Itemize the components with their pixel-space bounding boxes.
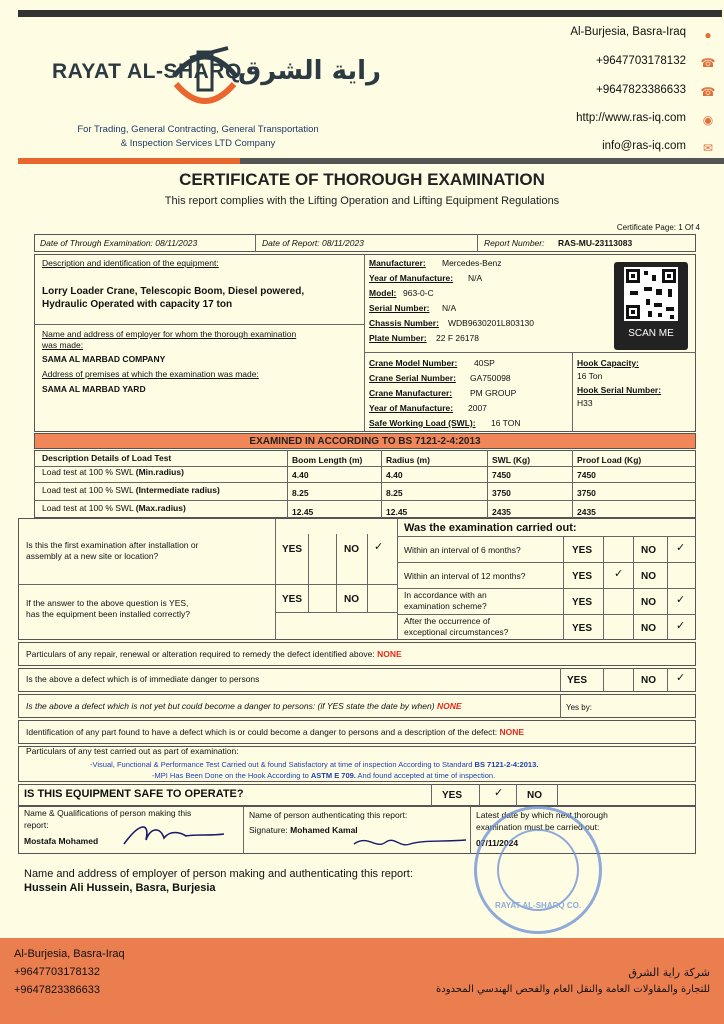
certificate-subtitle: This report complies with the Lifting Operation and Lifting Equipment Regulations — [164, 195, 560, 207]
report-number: RAS-MU-23113083 — [558, 238, 633, 248]
identification-label: Identification of any part found to have a defect which is or could become a danger to persons and a description of the defect: NONE — [26, 727, 525, 737]
interval-12-yes: YES — [572, 571, 593, 582]
tagline-line-2: & Inspection Services LTD Company — [120, 138, 276, 149]
maker-name: Mostafa Mohamed — [24, 836, 99, 846]
qr-pattern-icon — [624, 267, 678, 321]
globe-icon: ◉ — [702, 113, 714, 127]
phone-icon: ☎ — [700, 85, 716, 99]
installed-no: NO — [344, 594, 359, 605]
exam-date: Date of Through Examination: 08/11/2023 — [40, 238, 198, 248]
qr-code-icon[interactable] — [624, 267, 678, 321]
crane-serial-label: Crane Serial Number: — [369, 373, 456, 383]
tagline — [42, 123, 354, 151]
immediate-label: Is the above a defect which is of immediate danger to persons — [26, 674, 260, 684]
desc-label: Description and identification of the equipment: — [42, 258, 219, 268]
crane-year-label: Year of Manufacture: — [369, 403, 454, 413]
phone-icon: ☎ — [700, 56, 716, 70]
stamp-inner-ring — [497, 829, 579, 911]
row-2-desc: Load test at 100 % SWL (Intermediate radius) — [42, 485, 220, 495]
test-line-2: -MPI Has Been Done on the Hook According to ASTM E 709. And found accepted at time of inspection. — [152, 771, 496, 780]
row-3-radius: 12.45 — [386, 507, 408, 517]
auth-label: Name of person authenticating this report: — [249, 810, 408, 820]
premises-label: Address of premises at which the examination was made: — [42, 369, 259, 379]
exceptional-label-1: After the occurrence of — [404, 616, 490, 626]
qr-code-panel[interactable] — [614, 262, 688, 350]
chassis-value: WDB9630201L803130 — [448, 318, 535, 328]
next-exam-label-1: Latest date by which next thorough — [476, 810, 608, 820]
first-exam-no: NO — [344, 544, 359, 555]
employer-label-1: Name and address of employer for whom the thorough examination — [42, 329, 297, 339]
interval-6-label: Within an interval of 6 months? — [404, 545, 521, 555]
report-date: Date of Report: 08/11/2023 — [262, 238, 364, 248]
employer-label-2: was made: — [42, 340, 84, 350]
crane-model-label: Crane Model Number: — [369, 358, 458, 368]
exceptional-check-icon: ✓ — [676, 620, 686, 632]
interval-6-yes: YES — [572, 545, 593, 556]
desc-line-2: Hydraulic Operated with capacity 17 ton — [42, 299, 233, 310]
manufacturer-value: Mercedes-Benz — [442, 258, 502, 268]
footer-phone-1: +9647703178132 — [14, 966, 100, 978]
row-2-proof: 3750 — [577, 488, 596, 498]
first-exam-check-icon: ✓ — [374, 541, 384, 553]
tests-label: Particulars of any test carried out as part of examination: — [26, 746, 239, 756]
col-header-desc: Description Details of Load Test — [42, 453, 172, 463]
header-phone-2: +9647823386633 — [596, 84, 686, 96]
row-3-boom: 12.45 — [292, 507, 314, 517]
report-number-label: Report Number: — [484, 238, 545, 248]
row-3-desc: Load test at 100 % SWL (Max.radius) — [42, 503, 186, 513]
dark-bar — [240, 158, 724, 164]
col-header-swl: SWL (Kg) — [492, 455, 531, 465]
scheme-label-1: In accordance with an — [404, 590, 487, 600]
col-header-boom: Boom Length (m) — [292, 455, 363, 465]
header-phone-1: +9647703178132 — [596, 55, 686, 67]
year-value: N/A — [468, 273, 483, 283]
stamp-text: RAYAT AL-SHARQ CO. — [494, 901, 582, 910]
scan-me-label: SCAN ME — [628, 328, 674, 339]
logo-arabic: راية الشرق — [238, 56, 382, 86]
mail-icon: ✉ — [702, 141, 714, 155]
col-header-radius: Radius (m) — [386, 455, 430, 465]
accent-bar — [18, 158, 240, 164]
exceptional-label-2: exceptional circumstances? — [404, 627, 509, 637]
footer-address: Al-Burjesia, Basra-Iraq — [14, 948, 125, 960]
employer-name: SAMA AL MARBAD COMPANY — [42, 354, 166, 364]
crane-serial-value: GA750098 — [470, 373, 511, 383]
company-stamp — [474, 806, 602, 934]
top-bar — [18, 10, 722, 17]
immediate-no: NO — [641, 675, 656, 686]
yes-by-label: Yes by: — [566, 703, 592, 712]
col-header-proof: Proof Load (Kg) — [577, 455, 642, 465]
serial-label: Serial Number: — [369, 303, 430, 313]
serial-value: N/A — [442, 303, 457, 313]
model-value: 963-0-C — [403, 288, 434, 298]
scheme-yes: YES — [572, 597, 593, 608]
test-line-1: -Visual, Functional & Performance Test Carried out & found Satisfactory at time of inspection According to Standard BS 7121-2-4:2013. — [90, 760, 539, 769]
interval-12-label: Within an interval of 12 months? — [404, 571, 526, 581]
plate-value: 22 F 26178 — [436, 333, 480, 343]
hook-serial-label: Hook Serial Number: — [577, 385, 662, 395]
future-danger-label: Is the above a defect which is not yet but could become a danger to persons: (if YES state the date by when) NONE — [26, 701, 462, 711]
exceptional-yes: YES — [572, 623, 593, 634]
employer-report-value: Hussein Ali Hussein, Basra, Burjesia — [24, 882, 216, 894]
safe-no: NO — [527, 790, 542, 801]
row-3-swl: 2435 — [492, 507, 511, 517]
immediate-check-icon: ✓ — [676, 672, 686, 684]
crane-year-value: 2007 — [468, 403, 487, 413]
row-1-proof: 7450 — [577, 470, 596, 480]
year-label: Year of Manufacture: — [369, 273, 454, 283]
row-2-swl: 3750 — [492, 488, 511, 498]
row-3-proof: 2435 — [577, 507, 596, 517]
footer-arabic-company: شركة راية الشرق — [628, 966, 710, 979]
maker-label-2: report: — [24, 820, 49, 830]
row-2-radius: 8.25 — [386, 488, 403, 498]
interval-6-check-icon: ✓ — [676, 542, 686, 554]
scheme-no: NO — [641, 597, 656, 608]
maker-signature-icon — [120, 818, 230, 852]
installed-q2: has the equipment been installed correctly? — [26, 609, 190, 619]
first-exam-yes: YES — [282, 544, 303, 555]
hook-capacity-value: 16 Ton — [577, 371, 603, 381]
model-label: Model: — [369, 288, 397, 298]
hook-serial-value: H33 — [577, 398, 593, 408]
footer — [0, 938, 724, 1024]
crane-model-value: 40SP — [474, 358, 495, 368]
header-address: Al-Burjesia, Basra-Iraq — [570, 26, 686, 38]
safe-check-icon: ✓ — [494, 787, 504, 799]
hook-capacity-label: Hook Capacity: — [577, 358, 639, 368]
header-website[interactable]: http://www.ras-iq.com — [576, 112, 686, 124]
row-1-boom: 4.40 — [292, 470, 309, 480]
crane-manufacturer-label: Crane Manufacturer: — [369, 388, 453, 398]
tagline-line-1: For Trading, General Contracting, General Transportation — [77, 124, 319, 135]
scheme-label-2: examination scheme? — [404, 601, 487, 611]
next-exam-label-2: examination must be carried out: — [476, 822, 600, 832]
first-exam-q1: Is this the first examination after installation or — [26, 540, 199, 550]
auth-signature-icon — [350, 830, 470, 854]
carried-out-heading: Was the examination carried out: — [404, 522, 577, 534]
exceptional-no: NO — [641, 623, 656, 634]
safe-question: IS THIS EQUIPMENT SAFE TO OPERATE? — [24, 788, 244, 800]
row-1-desc: Load test at 100 % SWL (Min.radius) — [42, 467, 184, 477]
swl-label: Safe Working Load (SWL): — [369, 418, 476, 428]
manufacturer-label: Manufacturer: — [369, 258, 426, 268]
desc-line-1: Lorry Loader Crane, Telescopic Boom, Diesel powered, — [42, 286, 305, 297]
page-number: Certificate Page: 1 Of 4 — [616, 223, 700, 232]
footer-arabic-description: للتجارة والمقاولات العامة والنقل العام والفحص الهندسي المحدودة — [436, 984, 710, 995]
row-1-radius: 4.40 — [386, 470, 403, 480]
interval-6-no: NO — [641, 545, 656, 556]
row-1-swl: 7450 — [492, 470, 511, 480]
logo-text: RAYAT AL-SHARQ — [52, 60, 242, 83]
scheme-check-icon: ✓ — [676, 594, 686, 606]
crane-manufacturer-value: PM GROUP — [470, 388, 517, 398]
installed-yes: YES — [282, 594, 303, 605]
interval-12-no: NO — [641, 571, 656, 582]
location-icon: ● — [704, 28, 712, 42]
footer-phone-2: +9647823386633 — [14, 984, 100, 996]
safe-yes: YES — [442, 790, 463, 801]
next-exam-date: 07/11/2024 — [476, 838, 519, 848]
installed-q1: If the answer to the above question is YES, — [26, 598, 189, 608]
equipment-block — [34, 254, 696, 432]
maker-label-1: Name & Qualifications of person making this — [24, 808, 192, 818]
interval-12-check-icon: ✓ — [614, 568, 624, 580]
premises-name: SAMA AL MARBAD YARD — [42, 384, 146, 394]
plate-label: Plate Number: — [369, 333, 427, 343]
examined-standard-banner: EXAMINED IN ACCORDING TO BS 7121-2-4:2013 — [34, 433, 696, 449]
immediate-yes: YES — [567, 675, 588, 686]
swl-value: 16 TON — [491, 418, 521, 428]
header-email[interactable]: info@ras-iq.com — [602, 140, 686, 152]
certificate-title: CERTIFICATE OF THOROUGH EXAMINATION — [179, 170, 545, 189]
repair-label: Particulars of any repair, renewal or alteration required to remedy the defect identified above: NONE — [26, 649, 402, 659]
chassis-label: Chassis Number: — [369, 318, 439, 328]
first-exam-q2: assembly at a new site or location? — [26, 551, 159, 561]
employer-report-label: Name and address of employer of person making and authenticating this report: — [24, 868, 413, 880]
row-2-boom: 8.25 — [292, 488, 309, 498]
auth-signature-line: Signature: Mohamed Kamal — [249, 825, 358, 835]
